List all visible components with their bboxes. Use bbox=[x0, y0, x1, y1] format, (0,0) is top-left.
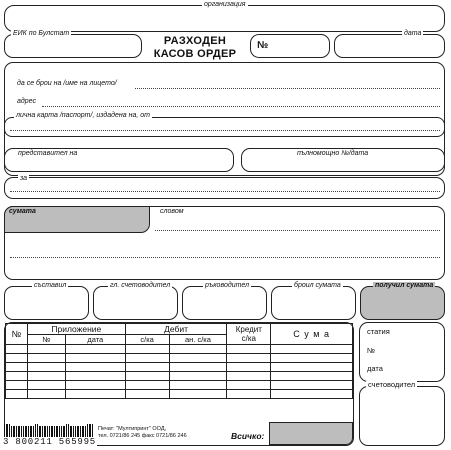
for-label: за bbox=[20, 175, 28, 182]
eik-label: ЕИК по Булстат bbox=[13, 30, 70, 37]
representative-label: представител на bbox=[18, 150, 78, 157]
address-line[interactable] bbox=[42, 106, 440, 107]
pay-to-line[interactable] bbox=[135, 88, 440, 89]
organization-field[interactable] bbox=[4, 5, 445, 32]
signature-received-label: получил сумата bbox=[375, 282, 434, 289]
table-row[interactable] bbox=[6, 363, 353, 372]
table-row[interactable] bbox=[6, 390, 353, 399]
barcode bbox=[4, 424, 94, 438]
article-label: статия bbox=[367, 327, 390, 336]
power-of-attorney-label: пълномощно №/дата bbox=[297, 150, 369, 157]
accounting-table bbox=[5, 323, 353, 399]
organization-label: организация bbox=[204, 1, 246, 8]
table-row[interactable] bbox=[6, 381, 353, 390]
in-words-label: словом bbox=[160, 208, 184, 215]
table-credit-header bbox=[227, 324, 271, 345]
total-amount-field[interactable] bbox=[269, 422, 353, 445]
in-words-line-2[interactable] bbox=[10, 257, 440, 258]
table-credit-account-label: с/ка bbox=[241, 334, 256, 343]
number-label: № bbox=[257, 40, 269, 51]
signature-manager-label: ръководител bbox=[205, 282, 250, 289]
signature-compiled-label: съставил bbox=[34, 282, 67, 289]
total-label: Всичко: bbox=[231, 431, 265, 441]
accountant-label: счетоводител bbox=[368, 380, 416, 389]
in-words-line-1[interactable] bbox=[155, 230, 440, 231]
table-attachment-no-header: № bbox=[27, 335, 65, 345]
table-credit-label: Кредит bbox=[235, 325, 262, 334]
barcode-digits: 3 800211 565995 bbox=[3, 437, 97, 447]
printer-line-2: тел. 0721/86 245 факс 0721/86 246 bbox=[98, 433, 187, 439]
signature-chief-accountant-label: гл. счетоводител bbox=[110, 282, 171, 289]
date-label: дата bbox=[404, 30, 422, 37]
title-line-1: РАЗХОДЕН bbox=[163, 35, 227, 47]
signature-chief-accountant[interactable] bbox=[93, 286, 178, 320]
page-title bbox=[140, 35, 250, 61]
for-line[interactable] bbox=[10, 191, 440, 192]
table-attachment-header: Приложение bbox=[27, 324, 125, 335]
table-sum-header: С у м а bbox=[271, 324, 353, 345]
signature-counted-label: броил сумата bbox=[294, 282, 341, 289]
printer-line-1: Печат: "Мултипринт" ООД, bbox=[98, 426, 167, 432]
id-card-line[interactable] bbox=[10, 130, 440, 131]
accountant-field[interactable] bbox=[359, 386, 445, 446]
pay-to-label: да се брои на /име на лицето/ bbox=[17, 80, 117, 87]
table-debit-header: Дебит bbox=[125, 324, 227, 335]
title-line-2: КАСОВ ОРДЕР bbox=[153, 48, 237, 60]
signature-received[interactable] bbox=[360, 286, 445, 320]
table-row[interactable] bbox=[6, 372, 353, 381]
signature-compiled[interactable] bbox=[4, 286, 89, 320]
signature-manager[interactable] bbox=[182, 286, 267, 320]
table-attachment-date-header: дата bbox=[65, 335, 125, 345]
printer-info bbox=[98, 426, 187, 440]
address-label: адрес bbox=[17, 98, 36, 105]
article-no-label: № bbox=[367, 346, 376, 355]
signature-counted[interactable] bbox=[271, 286, 356, 320]
date-field[interactable] bbox=[334, 34, 445, 58]
for-field[interactable] bbox=[4, 177, 445, 199]
id-card-field[interactable] bbox=[4, 117, 445, 137]
table-row[interactable] bbox=[6, 354, 353, 363]
id-card-label: лична карта /паспорт/, издадена на, от bbox=[16, 112, 150, 119]
table-debit-account-header: с/ка bbox=[125, 335, 169, 345]
table-no-header: № bbox=[6, 324, 28, 345]
table-debit-analytic-header: ан. с/ка bbox=[169, 335, 227, 345]
amount-label: сумата bbox=[9, 208, 36, 215]
table-row[interactable] bbox=[6, 345, 353, 354]
article-date-label: дата bbox=[367, 364, 383, 373]
